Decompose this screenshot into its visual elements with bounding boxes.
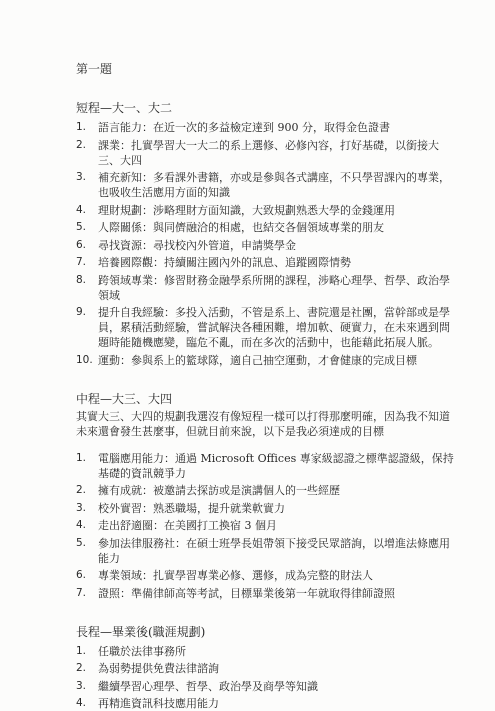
item-text: 補充新知：多看課外書籍，亦或是參與各式講座，不只學習課內的專業，也吸收生活應用方面的知識 [98,170,455,200]
long-term-list [76,644,455,711]
item-text: 語言能力：在近一次的多益檢定達到 900 分，取得金色證書 [98,120,455,135]
list-item [76,568,455,583]
item-number: 1. [76,644,98,659]
short-term-heading: 短程—大一、大二 [76,99,455,116]
list-item [76,273,455,303]
item-number: 6. [76,238,98,253]
list-item [76,255,455,270]
list-item [76,120,455,135]
item-number: 4. [76,518,98,533]
item-number: 5. [76,220,98,235]
item-number: 7. [76,255,98,270]
list-item [76,305,455,350]
item-text: 培養國際觀：持續關注國內外的訊息、追蹤國際情勢 [98,255,455,270]
mid-term-heading: 中程—大三、大四 [76,390,455,407]
list-item [76,203,455,218]
list-item [76,644,455,659]
list-item [76,483,455,498]
item-number: 3. [76,170,98,200]
mid-term-intro: 其實大三、大四的規劃我選沒有像短程一樣可以打得那麼明確，因為我不知道未來還會發生甚麼事，但就目前來說，以下是我必須達成的目標 [76,409,455,439]
item-number: 6. [76,568,98,583]
short-term-section [76,99,455,368]
item-text: 專業領域：扎實學習專業必修、選修，成為完整的財法人 [98,568,455,583]
item-number: 3. [76,679,98,694]
item-number: 9. [76,305,98,350]
item-text: 運動：參與系上的籃球隊，適自己抽空運動，才會健康的完成目標 [98,353,455,368]
item-number: 1. [76,451,98,481]
long-term-section [76,623,455,711]
item-text: 參加法律服務社：在碩士班學長姐帶領下接受民眾諮詢，以增進法條應用能力 [98,536,455,566]
mid-term-list [76,451,455,601]
item-number: 8. [76,273,98,303]
item-text: 走出舒適圈：在美國打工換宿 3 個月 [98,518,455,533]
item-number: 5. [76,536,98,566]
list-item [76,353,455,368]
list-item [76,501,455,516]
item-text: 再精進資訊科技應用能力 [98,696,455,711]
item-text: 為弱勢提供免費法律諮詢 [98,661,455,676]
item-text: 提升自我經驗：多投入活動，不管是系上、書院還是社團，當幹部或是學員，累積活動經驗，嘗試解決各種困難，增加軟、硬實力，在未來遇到問題時能隨機應變，臨危不亂，而在多次的活動中，也能藉此拓展人脈。 [98,305,455,350]
item-text: 尋找資源：尋找校內外管道，申請獎學金 [98,238,455,253]
item-number: 2. [76,483,98,498]
item-text: 跨領域專業：修習財務金融學系所開的課程，涉略心理學、哲學、政治學領域 [98,273,455,303]
item-text: 電腦應用能力：通過 Microsoft Offices 專家級認證之標準認證級，保持基礎的資訊競爭力 [98,451,455,481]
item-number: 3. [76,501,98,516]
list-item [76,536,455,566]
item-text: 繼續學習心理學、哲學、政治學及商學等知識 [98,679,455,694]
short-term-list [76,120,455,368]
list-item [76,518,455,533]
item-text: 證照：準備律師高等考試，目標畢業後第一年就取得律師證照 [98,586,455,601]
item-text: 擁有成就：被邀請去探訪或是演講個人的一些經歷 [98,483,455,498]
list-item [76,586,455,601]
list-item [76,679,455,694]
list-item [76,138,455,168]
page-title: 第一題 [76,60,455,77]
item-number: 2. [76,138,98,168]
list-item [76,696,455,711]
item-number: 1. [76,120,98,135]
list-item [76,220,455,235]
item-number: 10. [76,353,98,368]
item-number: 7. [76,586,98,601]
item-number: 2. [76,661,98,676]
item-text: 人際關係：與同儕融洽的相處，也結交各個領域專業的朋友 [98,220,455,235]
list-item [76,238,455,253]
long-term-heading: 長程—畢業後(職涯規劃) [76,623,455,640]
item-number: 4. [76,696,98,711]
item-number: 4. [76,203,98,218]
mid-term-section [76,390,455,601]
item-text: 課業：扎實學習大一大二的系上選修、必修內容，打好基礎，以銜接大三、大四 [98,138,455,168]
item-text: 任職於法律事務所 [98,644,455,659]
item-text: 校外實習：熟悉職場，提升就業軟實力 [98,501,455,516]
list-item [76,451,455,481]
list-item [76,170,455,200]
list-item [76,661,455,676]
item-text: 理財規劃：涉略理財方面知識，大致規劃熟悉大學的金錢運用 [98,203,455,218]
